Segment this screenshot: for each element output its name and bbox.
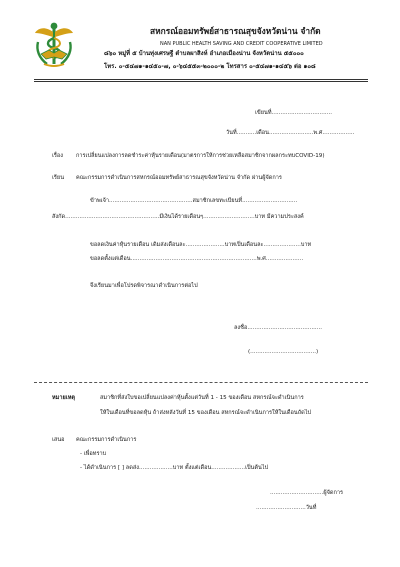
org-phone: โทร. ๐-๕๔๗๑-๑๔๕๐-๗, ๐-๖๔๕๕๓-๒๐๐๐-๒ โทรสาร ๐-๕๔๗๑-๑๔๕๖ ต่อ ๑๐๘ <box>104 63 316 70</box>
proposal-label: เสนอ <box>52 437 65 443</box>
remarks-label: หมายเหตุ <box>52 395 76 401</box>
org-address: ๘๖๐ หมู่ที่ ๕ บ้านทุ่งเศรษฐี ตำบลผาสิงห์ อำเภอเมืองน่าน จังหวัดน่าน ๕๕๐๐๐ <box>104 50 304 57</box>
to-text: คณะกรรมการดำเนินการสหกรณ์ออมทรัพย์สาธารณสุขจังหวัดน่าน จำกัด ผ่านผู้จัดการ <box>76 175 282 181</box>
reduce-from-line: ขอลดตั้งแต่เดือน.......................................................................พ.ศ..................... <box>90 256 304 262</box>
org-name-th: สหกรณ์ออมทรัพย์สาธารณสุขจังหวัดน่าน จำกัด <box>150 26 321 36</box>
caduceus-handshake-logo-icon <box>32 20 76 70</box>
section-divider <box>34 382 368 383</box>
affiliation-line: สังกัด.....................................................มีเงินได้รายเดือนๆ.............................บาท มีความประสงค์ <box>52 214 304 220</box>
written-at-field: เขียนที่.................................. <box>255 110 332 116</box>
manager-date-line: ............................วันที่ <box>256 505 317 511</box>
proposal-to: คณะกรรมการดำเนินการ <box>76 437 137 443</box>
subject-text: การเปลี่ยนแปลงการลดชำระค่าหุ้นรายเดือน(มาตรการให้การช่วยเหลือสมาชิกจากผลกระทบCOVID-19) <box>76 153 325 159</box>
remarks-line-1: สมาชิกที่ส่งใบขอเปลี่ยนแปลงค่าหุ้นตั้งแต่วันที่ 1 - 15 ของเดือน สหกรณ์จะดำเนินการ <box>100 395 304 401</box>
remarks-line-2: ให้ในเดือนที่ขอลดหุ้น ถ้าส่งหลังวันที่ 15 ของเดือน สหกรณ์จะดำเนินการให้ในเดือนถัดไป <box>100 410 312 416</box>
proposal-item-acknowledge: - เพื่อทราบ <box>80 451 107 457</box>
date-field: วันที่...........เดือน.........................พ.ศ.................. <box>226 130 355 136</box>
signature-line: ลงชื่อ.......................................... <box>234 325 322 331</box>
cooperative-logo <box>32 20 76 70</box>
to-label: เรียน <box>52 175 65 181</box>
manager-signature-line: ..............................ผู้จัดการ <box>270 490 344 496</box>
header-divider <box>34 79 368 80</box>
header-divider-inner <box>34 81 368 82</box>
signature-name: (.....................................) <box>248 349 319 355</box>
reduce-amount-line: ขอลดเงินค่าหุ้นรายเดือน เดิมส่งเดือนละ......................บาทเป็นเดือนละ.....................บาท <box>90 242 312 248</box>
closing-line: จึงเรียนมาเพื่อโปรดพิจารณาดำเนินการต่อไป <box>90 283 198 289</box>
org-name-en: NAN PUBLIC HEALTH SAVING AND CREDIT COOPERATIVE LIMITED <box>160 41 323 47</box>
member-line: ข้าพเจ้า...............................................สมาชิกเลขทะเบียนที่............................... <box>90 198 298 204</box>
proposal-item-action: - ได้ดำเนินการ [ ] ลดส่ง...................บาท ตั้งแต่เดือน...................เป็นต้นไป <box>80 465 269 471</box>
subject-label: เรื่อง <box>52 153 64 159</box>
